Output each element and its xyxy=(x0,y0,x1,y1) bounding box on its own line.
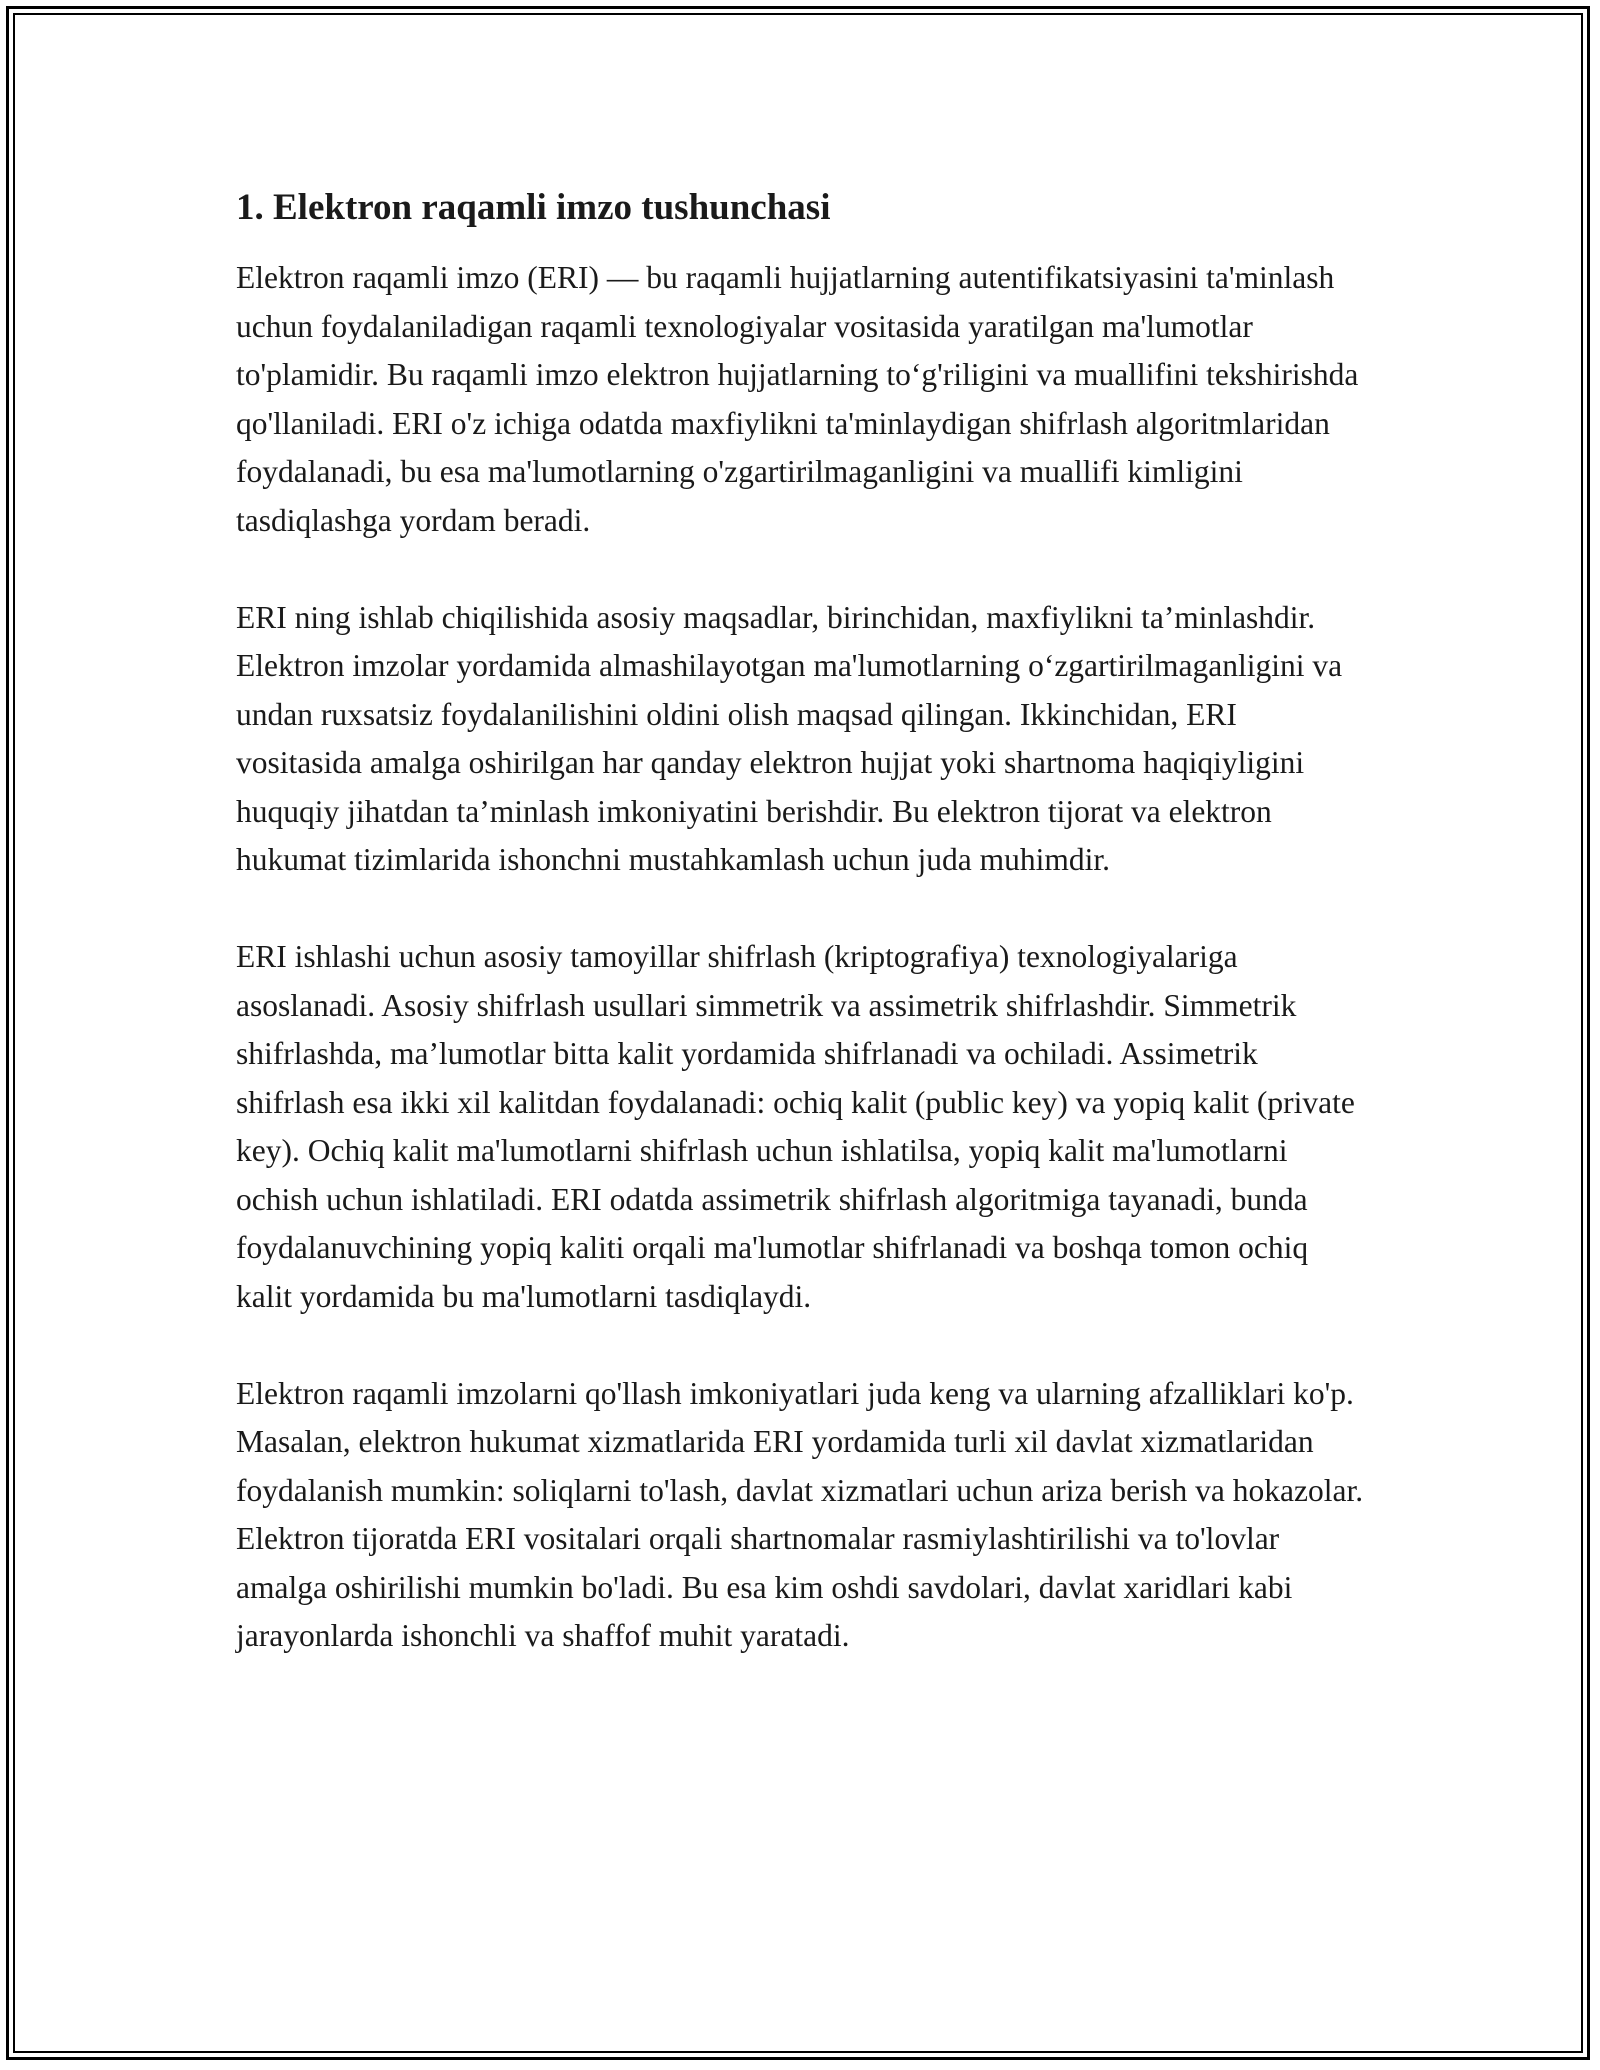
paragraph-definition: Elektron raqamli imzo (ERI) — bu raqamli hujjatlarning autentifikatsiyasini ta'minlash uchun foydalaniladigan raqamli texnologiyalar vositasida yaratilgan ma'lumotlar to'plamidir. Bu raqamli imzo elektron hujjatlarning to‘g'riligini va muallifini tekshirishda qo'llaniladi. ERI o'z ichiga odatda maxfiylikni ta'minlaydigan shifrlash algoritmlaridan foydalanadi, bu esa ma'lumotlarning o'zgartirilmaganligini va muallifi kimligini tasdiqlashga yordam beradi. xyxy=(236,260,1359,538)
document-content xyxy=(236,186,1366,1709)
section-heading: 1. Elektron raqamli imzo tushunchasi xyxy=(236,187,831,228)
paragraph-principles: ERI ishlashi uchun asosiy tamoyillar shifrlash (kriptografiya) texnologiyalariga asoslanadi. Asosiy shifrlash usullari simmetrik va assimetrik shifrlashdir. Simmetrik shifrlashda, ma’lumotlar bitta kalit yordamida shifrlanadi va ochiladi. Assimetrik shifrlash esa ikki xil kalitdan foydalanadi: ochiq kalit (public key) va yopiq kalit (private key). Ochiq kalit ma'lumotlarni shifrlash uchun ishlatilsa, yopiq kalit ma'lumotlarni ochish uchun ishlatiladi. ERI odatda assimetrik shifrlash algoritmiga tayanadi, bunda foydalanuvchining yopiq kaliti orqali ma'lumotlar shifrlanadi va boshqa tomon ochiq kalit yordamida bu ma'lumotlarni tasdiqlaydi. xyxy=(236,939,1355,1314)
paragraph-goals: ERI ning ishlab chiqilishida asosiy maqsadlar, birinchidan, maxfiylikni ta’minlashdir. Elektron imzolar yordamida almashilayotgan ma'lumotlarning o‘zgartirilmaganligini va undan ruxsatsiz foydalanilishini oldini olish maqsad qilingan. Ikkinchidan, ERI vositasida amalga oshirilgan har qanday elektron hujjat yoki shartnoma haqiqiyligini huquqiy jihatdan ta’minlash imkoniyatini berishdir. Bu elektron tijorat va elektron hukumat tizimlarida ishonchni mustahkamlash uchun juda muhimdir. xyxy=(236,599,1343,878)
paragraph-applications: Elektron raqamli imzolarni qo'llash imkoniyatlari juda keng va ularning afzalliklari ko'p. Masalan, elektron hukumat xizmatlarida ERI yordamida turli xil davlat xizmatlaridan foydalanish mumkin: soliqlarni to'lash, davlat xizmatlari uchun ariza berish va hokazolar. Elektron tijoratda ERI vositalari orqali shartnomalar rasmiylashtirilishi va to'lovlar amalga oshirilishi mumkin bo'ladi. Bu esa kim oshdi savdolari, davlat xaridlari kabi jarayonlarda ishonchli va shaffof muhit yaratadi. xyxy=(236,1375,1364,1654)
